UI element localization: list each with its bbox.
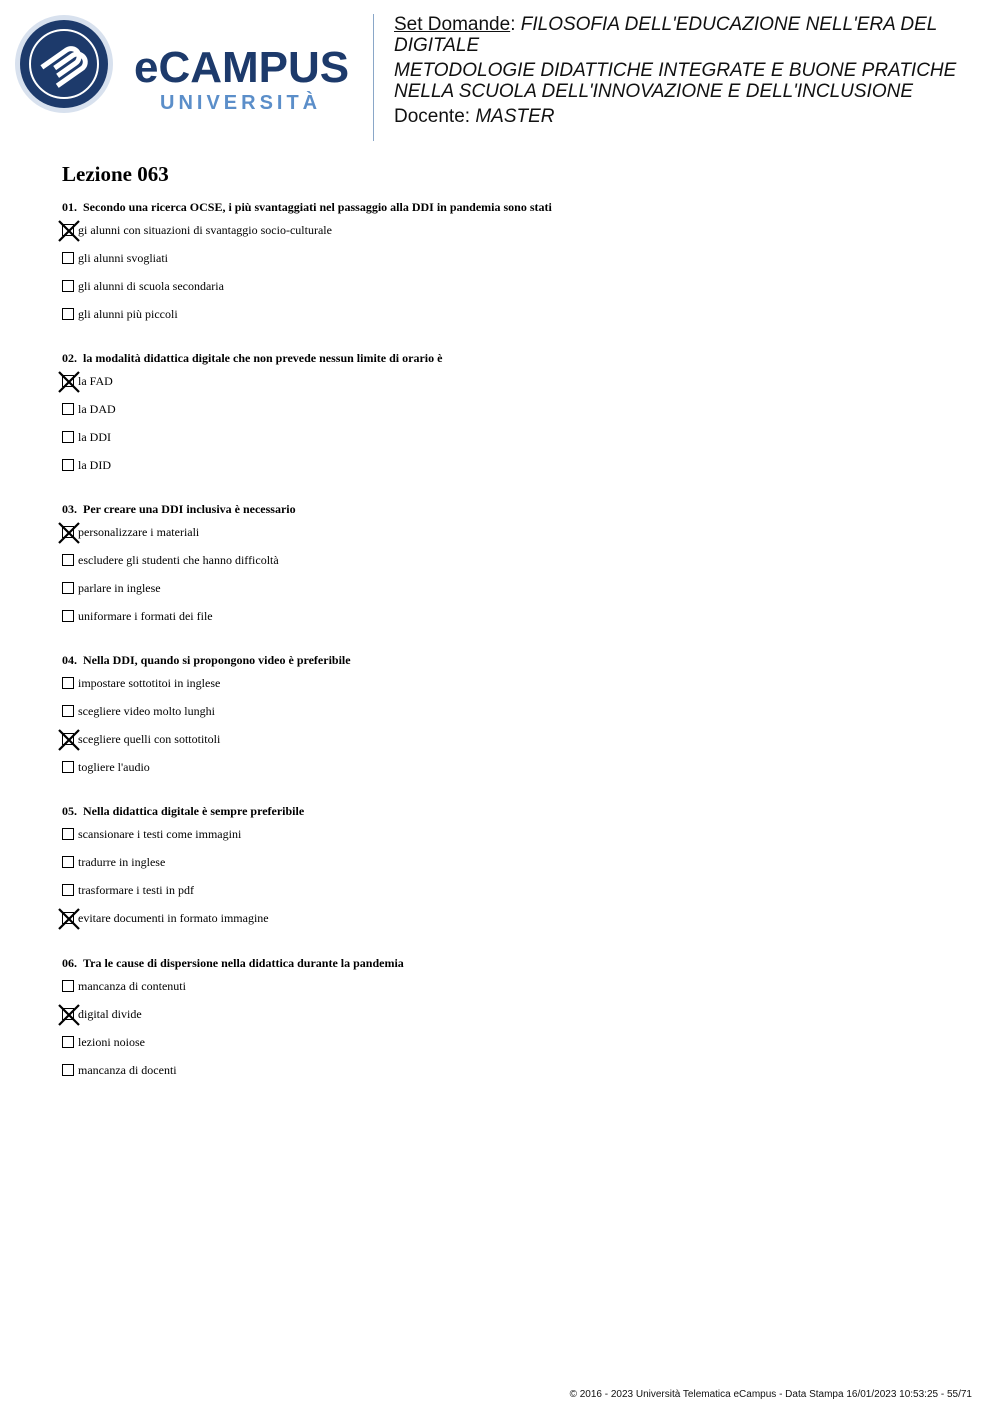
cross-mark-icon [57,728,81,752]
checked-checkbox-icon[interactable] [62,375,74,387]
question-block [62,954,962,1084]
cross-mark-icon [57,1003,81,1027]
page-footer: © 2016 - 2023 Università Telematica eCampus - Data Stampa 16/01/2023 10:53:25 - 55/71 [569,1389,972,1400]
question-text [62,954,962,972]
answer-option[interactable] [62,1000,962,1028]
cross-mark-icon [57,521,81,545]
answer-option[interactable] [62,725,962,753]
question-text [62,198,962,216]
answer-option[interactable] [62,848,962,876]
checkbox-icon[interactable] [62,582,74,594]
answer-option[interactable] [62,395,962,423]
answer-option[interactable] [62,602,962,630]
ecampus-logo [14,14,364,114]
checkbox-icon[interactable] [62,705,74,717]
answer-option[interactable] [62,216,962,244]
checked-checkbox-icon[interactable] [62,224,74,236]
checkbox-icon[interactable] [62,554,74,566]
answer-option[interactable] [62,876,962,904]
answer-label: la DAD [78,402,116,416]
checkbox-icon[interactable] [62,403,74,415]
question-block [62,802,962,932]
answer-label: personalizzare i materiali [78,525,200,539]
checkbox-icon[interactable] [62,761,74,773]
question-number: 03. [62,502,77,516]
answer-option[interactable] [62,300,962,328]
answer-option[interactable] [62,1056,962,1084]
answer-option[interactable] [62,753,962,781]
question-block [62,500,962,630]
question-label: Secondo una ricerca OCSE, i più svantaggiati nel passaggio alla DDI in pandemia sono stati [83,200,552,214]
answer-label: la DID [78,458,111,472]
checkbox-icon[interactable] [62,856,74,868]
checkbox-icon[interactable] [62,280,74,292]
answer-label: gi alunni con situazioni di svantaggio socio-culturale [78,223,332,237]
course-title-line2: DIGITALE [394,35,480,56]
answer-label: escludere gli studenti che hanno difficoltà [78,553,279,567]
course-subtitle-line2: NELLA SCUOLA DELL'INNOVAZIONE E DELL'INCLUSIONE [394,81,914,102]
question-block [62,349,962,479]
page-header [0,0,1000,150]
course-info [394,14,984,127]
answer-label: gli alunni svogliati [78,251,168,265]
answer-label: mancanza di docenti [78,1063,177,1077]
checkbox-icon[interactable] [62,1064,74,1076]
checkbox-icon[interactable] [62,610,74,622]
checkbox-icon[interactable] [62,828,74,840]
answer-label: scegliere quelli con sottotitoli [78,732,221,746]
set-label: Set Domande [394,14,511,35]
answer-option[interactable] [62,451,962,479]
question-text [62,349,962,367]
question-block [62,198,962,328]
question-label: la modalità didattica digitale che non prevede nessun limite di orario è [83,351,443,365]
answer-label: lezioni noiose [78,1035,145,1049]
lesson-title: Lezione 063 [62,162,169,186]
question-text [62,802,962,820]
answer-label: togliere l'audio [78,760,150,774]
checked-checkbox-icon[interactable] [62,733,74,745]
checkbox-icon[interactable] [62,1036,74,1048]
answer-label: parlare in inglese [78,581,161,595]
course-subtitle-line1: METODOLOGIE DIDATTICHE INTEGRATE E BUONE PRATICHE [394,60,957,81]
question-number: 06. [62,956,77,970]
checked-checkbox-icon[interactable] [62,1008,74,1020]
answer-label: gli alunni di scuola secondaria [78,279,224,293]
answer-option[interactable] [62,669,962,697]
answer-label: tradurre in inglese [78,855,166,869]
answer-label: la FAD [78,374,113,388]
checkbox-icon[interactable] [62,308,74,320]
cross-mark-icon [57,219,81,243]
answer-option[interactable] [62,697,962,725]
checkbox-icon[interactable] [62,431,74,443]
answer-option[interactable] [62,1028,962,1056]
checkbox-icon[interactable] [62,459,74,471]
answer-option[interactable] [62,820,962,848]
question-number: 02. [62,351,77,365]
checked-checkbox-icon[interactable] [62,912,74,924]
answer-option[interactable] [62,972,962,1000]
question-block [62,651,962,781]
answer-label: la DDI [78,430,111,444]
checkbox-icon[interactable] [62,980,74,992]
answer-option[interactable] [62,904,962,932]
set-separator: : [510,14,521,35]
checkbox-icon[interactable] [62,677,74,689]
question-text [62,500,962,518]
answer-label: digital divide [78,1007,142,1021]
answer-option[interactable] [62,518,962,546]
answer-option[interactable] [62,574,962,602]
answer-label: gli alunni più piccoli [78,307,178,321]
question-number: 01. [62,200,77,214]
question-number: 05. [62,804,77,818]
teacher-label: Docente: [394,106,476,127]
cross-mark-icon [57,370,81,394]
question-label: Nella DDI, quando si propongono video è preferibile [83,653,351,667]
answer-label: scansionare i testi come immagini [78,827,242,841]
question-text [62,651,962,669]
answer-option[interactable] [62,244,962,272]
answer-option[interactable] [62,367,962,395]
answer-label: scegliere video molto lunghi [78,704,215,718]
cross-mark-icon [57,907,81,931]
question-label: Tra le cause di dispersione nella didattica durante la pandemia [83,956,404,970]
svg-text:UNIVERSITÀ: UNIVERSITÀ [160,92,322,114]
answer-label: impostare sottotitoi in inglese [78,676,221,690]
course-title-line1: FILOSOFIA DELL'EDUCAZIONE NELL'ERA DEL [520,14,938,35]
question-label: Nella didattica digitale è sempre preferibile [83,804,305,818]
answer-option[interactable] [62,423,962,451]
svg-text:eCAMPUS: eCAMPUS [134,43,350,92]
checkbox-icon[interactable] [62,252,74,264]
answer-option[interactable] [62,272,962,300]
answer-label: uniformare i formati dei file [78,609,213,623]
question-number: 04. [62,653,77,667]
answer-label: mancanza di contenuti [78,979,186,993]
answer-label: trasformare i testi in pdf [78,883,194,897]
header-divider [373,14,374,141]
checkbox-icon[interactable] [62,884,74,896]
teacher-name: MASTER [475,106,555,127]
question-label: Per creare una DDI inclusiva è necessario [83,502,296,516]
answer-label: evitare documenti in formato immagine [78,911,269,925]
answer-option[interactable] [62,546,962,574]
checked-checkbox-icon[interactable] [62,526,74,538]
